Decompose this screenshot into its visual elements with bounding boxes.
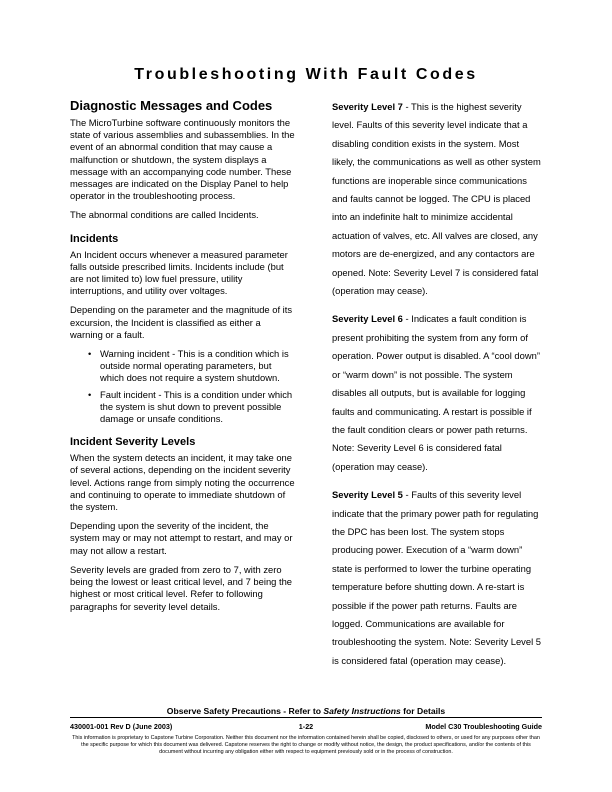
severity-level-7 bbox=[332, 98, 544, 300]
incidents-heading: Incidents bbox=[70, 232, 119, 245]
list-item bbox=[70, 389, 296, 426]
legal-notice: This information is proprietary to Capstone Turbine Corporation. Neither this document nor the information contained herein shall be copied, disclosed to others, or used for any purposes other than the specific purpose for which this document was delivered. Capstone reserves the right to change or modify without notice, the design, the product specifications, and/or the contents of this document without incurring any obligation either with respect to equipment previously sold or in the process of construction. bbox=[72, 735, 540, 755]
severity-level-5-text: - Faults of this severity level indicate that the primary power path for regulating the DPC has been lost. The system stops producing power. Execution of a “warm down” state is performed to lower the turbine operating temperature before shutting down. A re-start is possible if the power path returns. Faults are logged. Communications are available for troubleshooting the system. Note: Severity Level 5 is considered fatal (operation may cease). bbox=[332, 489, 541, 666]
safety-notice-prefix: Observe Safety Precautions - Refer to bbox=[166, 706, 324, 716]
severity-paragraph-3: Severity levels are graded from zero to 7, with zero being the lowest or least critical level, and 7 being the highest or most critical level. Refer to following paragraphs for severity level details. bbox=[70, 563, 293, 612]
severity-level-6 bbox=[332, 310, 544, 476]
severity-level-5-name: Severity Level 5 bbox=[332, 489, 403, 501]
guide-title: Model C30 Troubleshooting Guide bbox=[425, 722, 542, 731]
list-item-text: Fault incident - This is a condition under which the system is shut down to prevent possible damage or unsafe conditions. bbox=[100, 388, 293, 425]
safety-notice-suffix: for Details bbox=[400, 706, 446, 716]
safety-instructions-reference: Safety Instructions bbox=[323, 706, 401, 716]
footer-divider bbox=[70, 717, 542, 718]
severity-paragraph-2: Depending upon the severity of the incident, the system may or may not attempt to restart, and may or may not allow a restart. bbox=[70, 520, 293, 556]
severity-level-6-text: - Indicates a fault condition is present prohibiting the system from any form of operation. Power output is disabled. A “cool down” or “warm down” is not possible. The system disables all outputs, but is available for logging faults and communicating. A restart is possible if the fault condition clears or power path returns. Note: Severity Level 6 is considered fatal (operation may cease). bbox=[332, 313, 540, 472]
safety-notice bbox=[0, 706, 612, 716]
incidents-paragraph-1: An Incident occurs whenever a measured parameter falls outside prescribed limits. Incidents include (but are not limited to) low fuel pressure, utility interruptions, and utility over voltages. bbox=[70, 248, 288, 297]
diagnostic-paragraph-1: The MicroTurbine software continuously monitors the state of various assemblies and subassemblies. In the event of an abnormal condition that may cause a malfunction or shutdown, the system displays a message with an accompanying code number. These messages are indicated on the Display Panel to help operator in the troubleshooting process. bbox=[70, 117, 295, 202]
incident-types-list bbox=[70, 348, 296, 425]
severity-levels-heading: Incident Severity Levels bbox=[70, 436, 196, 449]
diagnostic-paragraph-2: The abnormal conditions are called Incidents. bbox=[70, 209, 259, 221]
severity-level-6-name: Severity Level 6 bbox=[332, 313, 403, 325]
left-column bbox=[70, 98, 296, 620]
page-number: 1-22 bbox=[298, 722, 314, 731]
page-title: Troubleshooting With Fault Codes bbox=[134, 66, 478, 83]
list-item bbox=[70, 348, 296, 385]
incidents-paragraph-2: Depending on the parameter and the magnitude of its excursion, the Incident is classified as either a warning or a fault. bbox=[70, 304, 293, 340]
right-column bbox=[332, 98, 544, 680]
document-number: 430001-001 Rev D (June 2003) bbox=[70, 722, 173, 731]
bullet-icon: • bbox=[88, 348, 92, 360]
list-item-text: Warning incident - This is a condition which is outside normal operating parameters, but which does not require a system shutdown. bbox=[100, 348, 289, 384]
severity-level-7-name: Severity Level 7 bbox=[332, 101, 403, 112]
severity-paragraph-1: When the system detects an incident, it may take one of several actions, depending on the incident severity level. Actions range from simply noting the occurrence and continuing to operate to immediate shutdown of the system. bbox=[70, 452, 295, 513]
severity-level-5 bbox=[332, 486, 544, 670]
severity-level-7-text: - This is the highest severity level. Faults of this severity level indicate that a disabling condition exists in the system. Most likely, the communications as well as other system functions are inoperable since communications and faults cannot be logged. The CPU is placed into an indefinite halt to minimize accidental actuation of valves, etc. All valves are closed, any motors are de-energized, and any contactors are opened. Note: Severity Level 7 is considered fatal (operation may cease). bbox=[332, 101, 541, 297]
bullet-icon: • bbox=[88, 388, 92, 400]
diagnostic-heading: Diagnostic Messages and Codes bbox=[70, 98, 273, 113]
